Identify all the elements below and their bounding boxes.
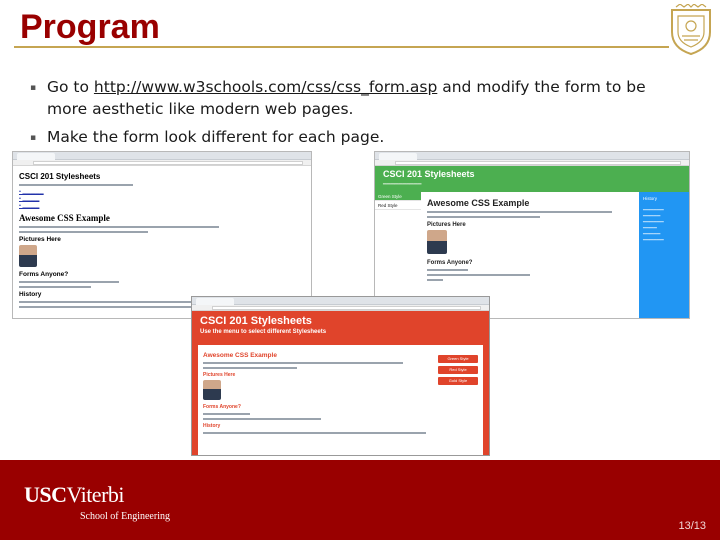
bullet-text-end: and modify the form to be more aesthetic like modern web pages. [47, 78, 646, 118]
red-content-card [198, 345, 483, 455]
browser-tab-bar [13, 152, 311, 160]
address-bar [192, 305, 489, 311]
red-heading: CSCI 201 Stylesheets [200, 315, 312, 327]
gold-style-button[interactable]: Gold Style [438, 377, 478, 385]
green-pictures-heading: Pictures Here [427, 222, 466, 228]
red-history-heading: History [203, 423, 221, 429]
bullet-text: Make the form look different for each page. [47, 128, 385, 146]
green-form-heading: Forms Anyone? [427, 260, 473, 266]
plain-form-heading: Forms Anyone? [19, 271, 69, 278]
photo [427, 230, 447, 254]
menu-item-red-style[interactable]: Red Style [375, 201, 421, 210]
slide-footer [0, 460, 720, 540]
red-style-button[interactable]: Red Style [438, 366, 478, 374]
green-page-title: Awesome CSS Example [427, 198, 530, 208]
bullet-list [30, 76, 690, 155]
bullet-item [30, 126, 690, 149]
menu-item-green-style[interactable]: Green Style [375, 192, 421, 201]
green-style-button[interactable]: Green Style [438, 355, 478, 363]
photo [203, 380, 221, 400]
bullet-marker: ▪ [30, 133, 37, 143]
browser-tab-bar [192, 297, 489, 305]
bullet-item [30, 76, 690, 120]
green-header: CSCI 201 Stylesheets ▁▁▁▁▁▁▁▁▁▁ [375, 166, 689, 192]
red-page-title: Awesome CSS Example [203, 352, 277, 359]
usc-seal-icon [668, 4, 714, 56]
plain-page-title: Awesome CSS Example [19, 213, 110, 223]
red-form-heading: Forms Anyone? [203, 404, 241, 410]
green-heading: CSCI 201 Stylesheets [383, 169, 475, 179]
green-aside: History ▁▁▁▁▁▁ ▁▁▁▁▁ ▁▁▁▁▁▁ ▁▁▁▁ ▁▁▁▁▁ ▁▁▁▁▁▁ [639, 192, 689, 319]
green-aside-heading: History [643, 196, 658, 201]
title-divider [14, 46, 669, 48]
screenshot-red-style [191, 296, 490, 456]
address-bar [375, 160, 689, 166]
school-name: School of Engineering [80, 511, 170, 522]
red-pictures-heading: Pictures Here [203, 372, 236, 378]
page-number: 13/13 [678, 520, 706, 532]
photo [19, 245, 37, 267]
address-bar [13, 160, 311, 166]
slide-title: Program [20, 8, 160, 46]
screenshot-plain-style: CSCI 201 Stylesheets • ▁▁▁▁▁ • ▁▁▁▁ • ▁▁▁▁ Awesome CSS Example Pictures Here Forms Anyone? History [12, 151, 312, 319]
plain-pictures-heading: Pictures Here [19, 236, 61, 243]
bullet-text-start: Go to [47, 78, 94, 96]
bullet-marker: ▪ [30, 83, 37, 93]
red-subheading: Use the menu to select different Stylesheets [200, 329, 327, 335]
w3schools-form-link[interactable]: http://www.w3schools.com/css/css_form.asp [93, 78, 438, 96]
screenshot-green-style [374, 151, 690, 319]
usc-viterbi-logo: USCViterbi [24, 482, 125, 507]
browser-tab-bar [375, 152, 689, 160]
plain-history-heading: History [19, 291, 42, 298]
plain-heading: CSCI 201 Stylesheets [19, 172, 101, 181]
red-header [192, 311, 489, 341]
